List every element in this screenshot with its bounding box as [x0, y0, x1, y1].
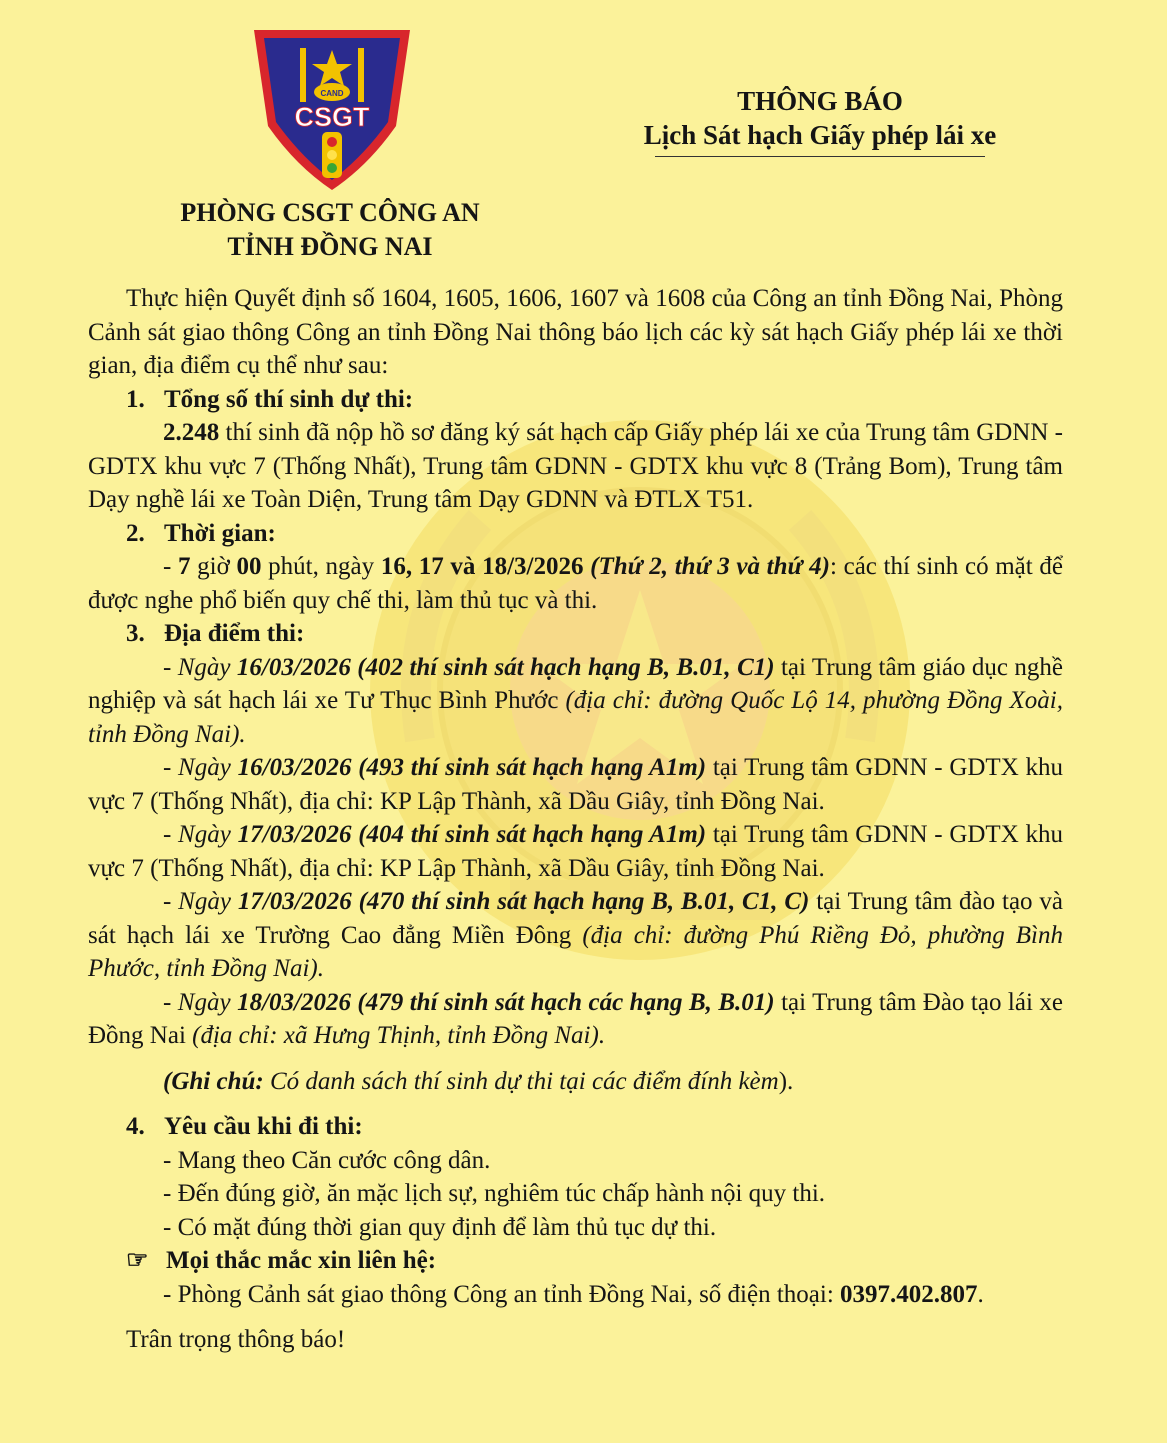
section-2-heading: 2. Thời gian: [126, 519, 276, 547]
location-item: - Ngày 18/03/2026 (479 thí sinh sát hạch các hạng B, B.01) tại Trung tâm Đào tạo lái xe Đồng Nai (địa chỉ: xã Hưng Thịnh, tỉnh Đồng Nai). [88, 988, 1063, 1049]
pointing-hand-icon: ☞ [126, 1247, 149, 1274]
logo-csgt-text: CSGT [294, 102, 370, 132]
spacer [88, 1311, 1063, 1323]
exam-dates: 16, 17 và 18/3/2026 [380, 553, 584, 580]
section-1-heading: 1. Tổng số thí sinh dự thi: [126, 385, 414, 413]
section-2-text: - 7 giờ 00 phút, ngày 16, 17 và 18/3/2026 (Thứ 2, thứ 3 và thứ 4): các thí sinh có mặt để được nghe phổ biến quy chế thi, làm thủ tục và thi. [88, 553, 1063, 614]
location-item: - Ngày 16/03/2026 (493 thí sinh sát hạch hạng A1m) tại Trung tâm GDNN - GDTX khu vực 7 (Thống Nhất), địa chỉ: KP Lập Thành, xã Dầu Giây, tỉnh Đồng Nai. [88, 754, 1063, 815]
spacer [88, 1098, 1063, 1110]
location-item: - Ngày 17/03/2026 (404 thí sinh sát hạch hạng A1m) tại Trung tâm GDNN - GDTX khu vực 7 (Thống Nhất), địa chỉ: KP Lập Thành, xã Dầu Giây, tỉnh Đồng Nai. [88, 821, 1063, 882]
org-line-1: PHÒNG CSGT CÔNG AN [180, 198, 480, 227]
total-candidates: 2.248 [163, 419, 220, 446]
intro-paragraph: Thực hiện Quyết định số 1604, 1605, 1606, 1607 và 1608 của Công an tỉnh Đồng Nai, Phòng Cảnh sát giao thông Công an tỉnh Đồng Nai thông báo lịch các kỳ sát hạch Giấy phép lái xe thời gian, địa điểm cụ thể như sau: [88, 285, 1063, 379]
requirement-item: - Đến đúng giờ, ăn mặc lịch sự, nghiêm túc chấp hành nội quy thi. [163, 1180, 826, 1207]
title-underline [655, 156, 985, 157]
location-item: - Ngày 17/03/2026 (470 thí sinh sát hạch hạng B, B.01, C1, C) tại Trung tâm đào tạo và sát hạch lái xe Trường Cao đẳng Miền Đông (địa chỉ: đường Phú Riềng Đỏ, phường Bình Phước, tỉnh Đồng Nai). [88, 888, 1064, 982]
section-3-heading: 3. Địa điểm thi: [126, 620, 305, 647]
org-line-2: TỈNH ĐỒNG NAI [227, 232, 433, 261]
section-1-text: 2.248 thí sinh đã nộp hồ sơ đăng ký sát hạch cấp Giấy phép lái xe của Trung tâm GDNN - GDTX khu vực 7 (Thống Nhất), Trung tâm GDNN - GDTX khu vực 8 (Trảng Bom), Trung tâm Dạy nghề lái xe Toàn Diện, Trung tâm Dạy GDNN và ĐTLX T51. [88, 419, 1063, 513]
closing-line: Trân trọng thông báo! [126, 1326, 346, 1353]
logo-small-text: CAND [320, 89, 344, 98]
requirement-item: - Mang theo Căn cước công dân. [163, 1146, 491, 1174]
location-item: - Ngày 16/03/2026 (402 thí sinh sát hạch hạng B, B.01, C1) tại Trung tâm giáo dục nghề nghiệp và sát hạch lái xe Tư Thục Bình Phước (địa chỉ: đường Quốc Lộ 14, phường Đồng Xoài, tỉnh Đồng Nai). [88, 653, 1063, 748]
contact-text: - Phòng Cảnh sát giao thông Công an tỉnh Đồng Nai, số điện thoại: 0397.402.807. [163, 1280, 984, 1308]
spacer [88, 1053, 1063, 1065]
organization-name [120, 196, 540, 264]
notice-heading [620, 84, 1020, 157]
phone-number: 0397.402.807 [840, 1280, 978, 1308]
notice-title: THÔNG BÁO [737, 86, 903, 116]
csgt-shield-logo [248, 26, 416, 194]
requirement-item: - Có mặt đúng thời gian quy định để làm thủ tục dự thi. [163, 1213, 717, 1241]
attachment-note: (Ghi chú: Có danh sách thí sinh dự thi tại các điểm đính kèm). [163, 1067, 794, 1095]
section-4-heading: 4. Yêu cầu khi đi thi: [126, 1113, 363, 1140]
notice-body [88, 282, 1063, 1357]
contact-heading: ☞ Mọi thắc mắc xin liên hệ: [88, 1244, 1063, 1278]
notice-subtitle: Lịch Sát hạch Giấy phép lái xe [643, 120, 997, 150]
